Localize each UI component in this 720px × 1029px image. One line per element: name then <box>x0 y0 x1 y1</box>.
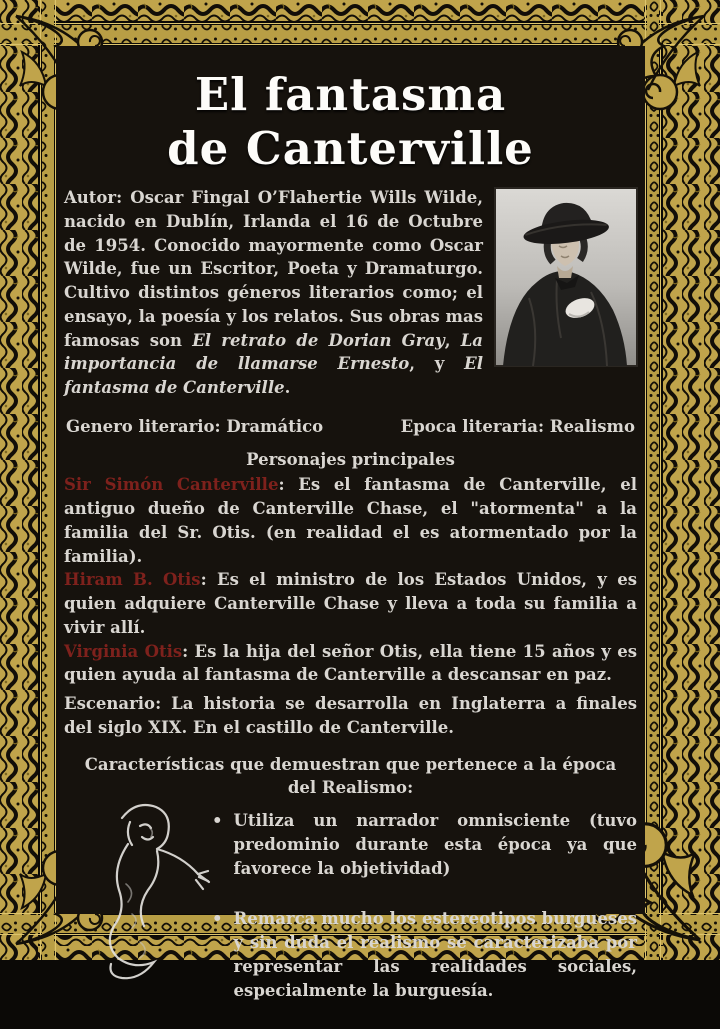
meta-row <box>66 415 635 439</box>
title-line-1: El fantasma <box>194 68 507 121</box>
bullet-list <box>212 800 637 1029</box>
era-label: Epoca literaria: Realismo <box>400 416 635 436</box>
character-name: Sir Simón Canterville <box>64 475 279 495</box>
author-sep2: , y <box>409 354 465 374</box>
author-intro: Autor: Oscar Fingal O’Flahertie Wills Wilde, nacido en Dublín, Irlanda el 16 de Octubre de 1954. Conocido mayormente como Oscar Wilde, fue un Escritor, Poeta y Dramaturgo. Cultivo distintos géneros literarios como; el ensayo, la poesía y los relatos. Sus obras mas famosas son <box>64 188 483 350</box>
work-title-ernesto: La importancia de llamarse Ernesto <box>64 330 483 374</box>
character-desc: : Es el ministro de los Estados Unidos, y es quien adquiere Canterville Chase y lleva a toda su familia a vivir allí. <box>64 570 637 637</box>
page-title <box>64 68 637 176</box>
realismo-heading: Características que demuestran que pertenece a la época del Realismo: <box>84 754 617 798</box>
bullet-text: Utiliza un narrador omnisciente (tuvo predominio durante esta época ya que favorece la objetividad) <box>233 811 637 878</box>
character-virginia-otis <box>64 640 637 688</box>
bullet-icon: • <box>212 909 223 929</box>
bullet-icon: • <box>212 811 223 830</box>
character-hiram-b-otis <box>64 568 637 639</box>
title-line-2: de Canterville <box>167 122 534 175</box>
author-sep: , <box>444 330 461 350</box>
work-title-canterville: El fantasma de Canterville <box>64 354 483 397</box>
character-name: Virginia Otis <box>64 641 183 661</box>
author-end: . <box>284 378 291 397</box>
bullet-item <box>212 809 637 880</box>
personajes-heading: Personajes principales <box>246 449 455 469</box>
character-desc: : Es la hija del señor Otis, ella tiene 15 años y es quien ayuda al fantasma de Canterville a descansar en paz. <box>64 641 638 685</box>
escenario-paragraph: Escenario: La historia se desarrolla en Inglaterra a finales del siglo XIX. En el castillo de Canterville. <box>64 694 637 737</box>
bullet-text: Remarca mucho los estereotipos burgueses y sin duda el realismo se caracterizaba por representar las realidades sociales, especialmente la burguesía. <box>233 909 637 1000</box>
work-title-dorian-gray: El retrato de Dorian Gray <box>192 330 445 350</box>
bullet-item <box>212 907 637 1002</box>
content-area <box>56 46 645 1000</box>
oscar-wilde-photo <box>495 188 637 366</box>
character-desc: : Es el fantasma de Canterville, el antiguo dueño de Canterville Chase, el "atormenta" a la familia del Sr. Otis. (en realidad el es atormentado por la familia). <box>64 475 637 566</box>
ghost-illustration <box>64 800 212 1029</box>
author-paragraph <box>64 186 483 400</box>
genre-label: Genero literario: Dramático <box>66 416 324 436</box>
character-name: Hiram B. Otis <box>64 570 201 590</box>
author-section <box>64 186 637 400</box>
realismo-section <box>64 800 637 1029</box>
character-sir-simon-canterville <box>64 473 637 568</box>
